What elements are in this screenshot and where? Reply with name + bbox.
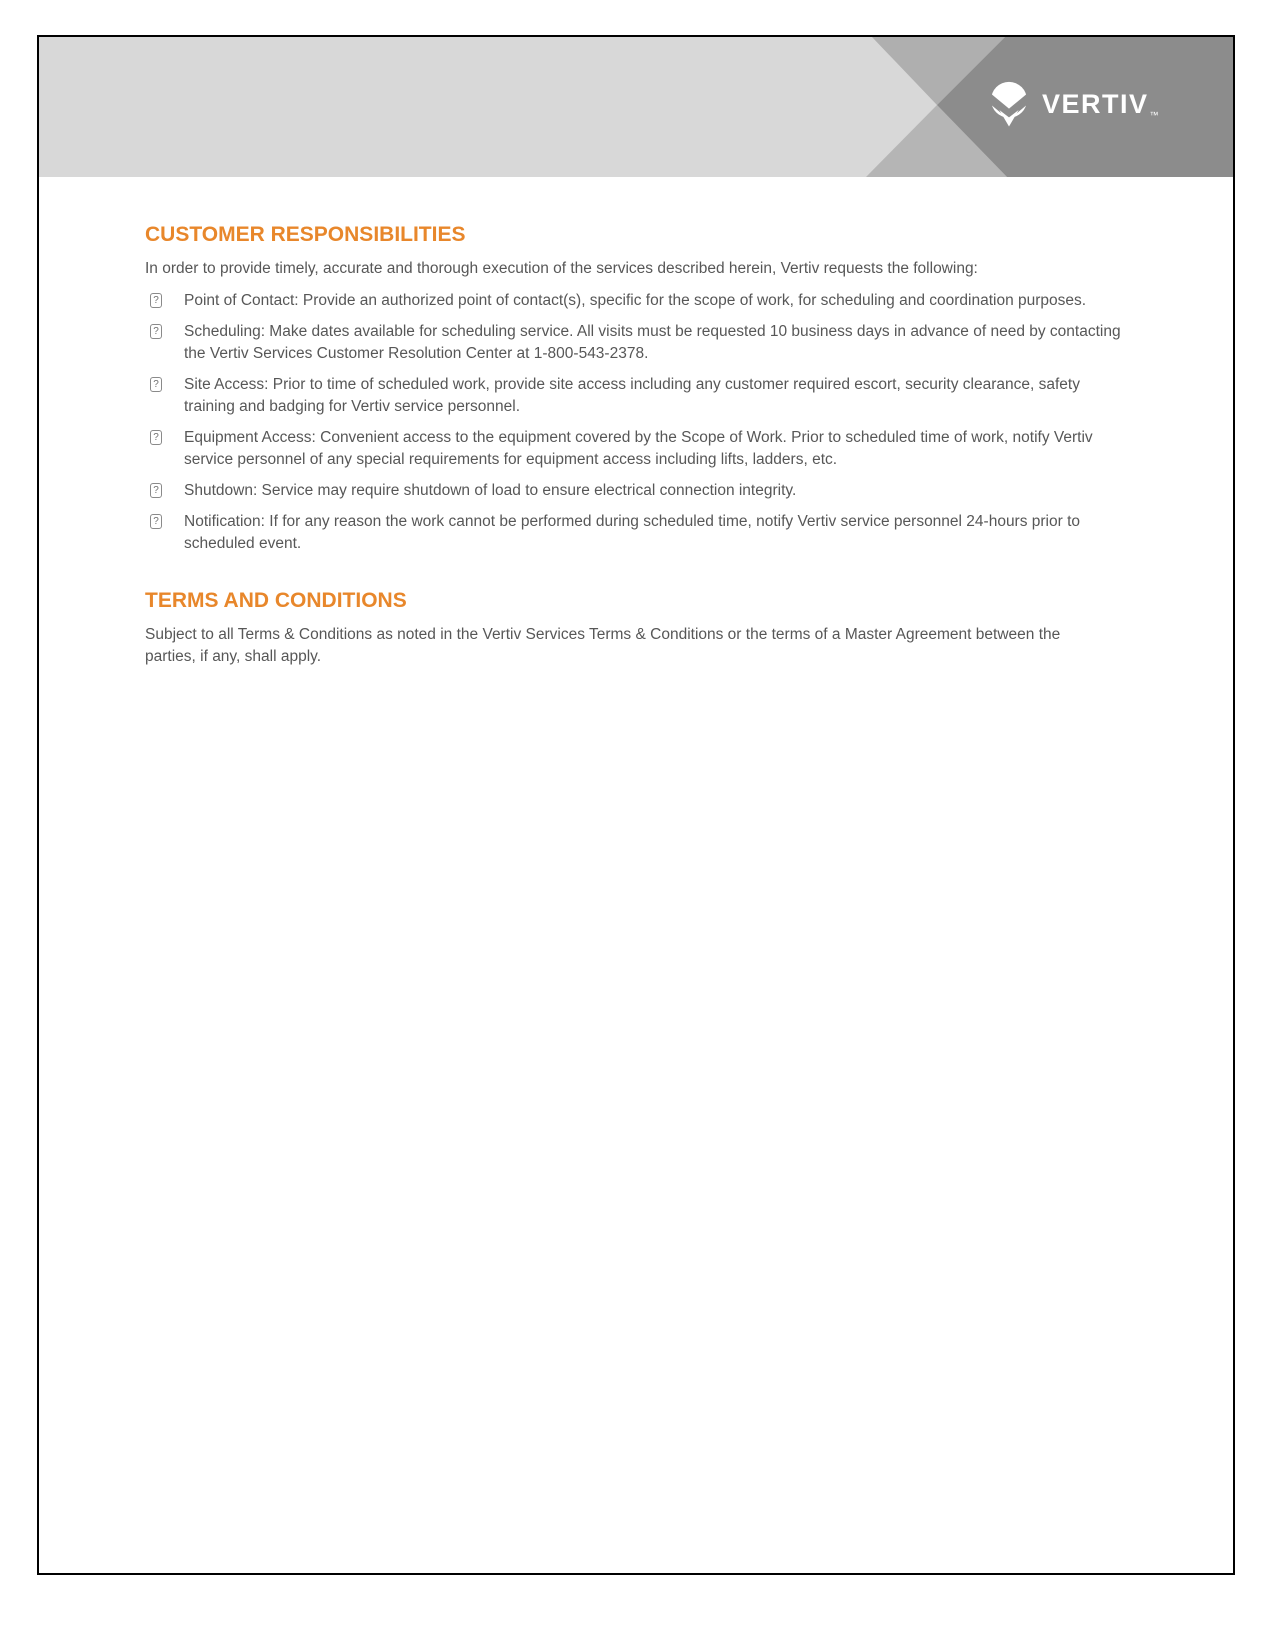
missing-glyph-bullet-icon: ? <box>150 377 162 392</box>
missing-glyph-bullet-icon: ? <box>150 514 162 529</box>
document-page <box>37 35 1235 1575</box>
list-item <box>145 290 1135 312</box>
list-item <box>145 427 1135 471</box>
section-title-customer-responsibilities: CUSTOMER RESPONSIBILITIES <box>145 223 466 246</box>
list-item-text: Notification: If for any reason the work cannot be performed during scheduled time, notify Vertiv service personnel 24-hours prior to scheduled event. <box>184 513 1081 552</box>
list-item-text: Site Access: Prior to time of scheduled work, provide site access including any customer required escort, security clearance, safety training and badging for Vertiv service personnel. <box>184 376 1080 415</box>
document-body <box>39 222 1233 668</box>
list-item <box>145 321 1135 365</box>
brand-name: VERTIV <box>1042 89 1149 119</box>
trademark-symbol: ™ <box>1149 110 1159 120</box>
list-item <box>145 511 1135 555</box>
missing-glyph-bullet-icon: ? <box>150 324 162 339</box>
list-item <box>145 374 1135 418</box>
section-title-terms-and-conditions: TERMS AND CONDITIONS <box>145 589 407 612</box>
vertiv-logo <box>986 81 1159 127</box>
missing-glyph-bullet-icon: ? <box>150 293 162 308</box>
list-item-text: Point of Contact: Provide an authorized point of contact(s), specific for the scope of work, for scheduling and coordination purposes. <box>184 292 1087 309</box>
missing-glyph-bullet-icon: ? <box>150 430 162 445</box>
customer-responsibilities-intro: In order to provide timely, accurate and thorough execution of the services described herein, Vertiv requests the following: <box>145 260 978 277</box>
list-item <box>145 480 1135 502</box>
page-header <box>39 37 1233 177</box>
list-item-text: Shutdown: Service may require shutdown of load to ensure electrical connection integrity. <box>184 482 797 499</box>
missing-glyph-bullet-icon: ? <box>150 483 162 498</box>
list-item-text: Scheduling: Make dates available for scheduling service. All visits must be requested 10 business days in advance of need by contacting the Vertiv Services Customer Resolution Center at 1-800-543-2378. <box>184 323 1121 362</box>
responsibilities-list <box>145 290 1135 555</box>
terms-and-conditions-text: Subject to all Terms & Conditions as noted in the Vertiv Services Terms & Conditions or the terms of a Master Agreement between the parties, if any, shall apply. <box>145 626 1061 665</box>
list-item-text: Equipment Access: Convenient access to the equipment covered by the Scope of Work. Prior to scheduled time of work, notify Vertiv service personnel of any special requirements for equipment access including lifts, ladders, etc. <box>184 429 1093 468</box>
vertiv-logo-icon <box>986 81 1032 127</box>
